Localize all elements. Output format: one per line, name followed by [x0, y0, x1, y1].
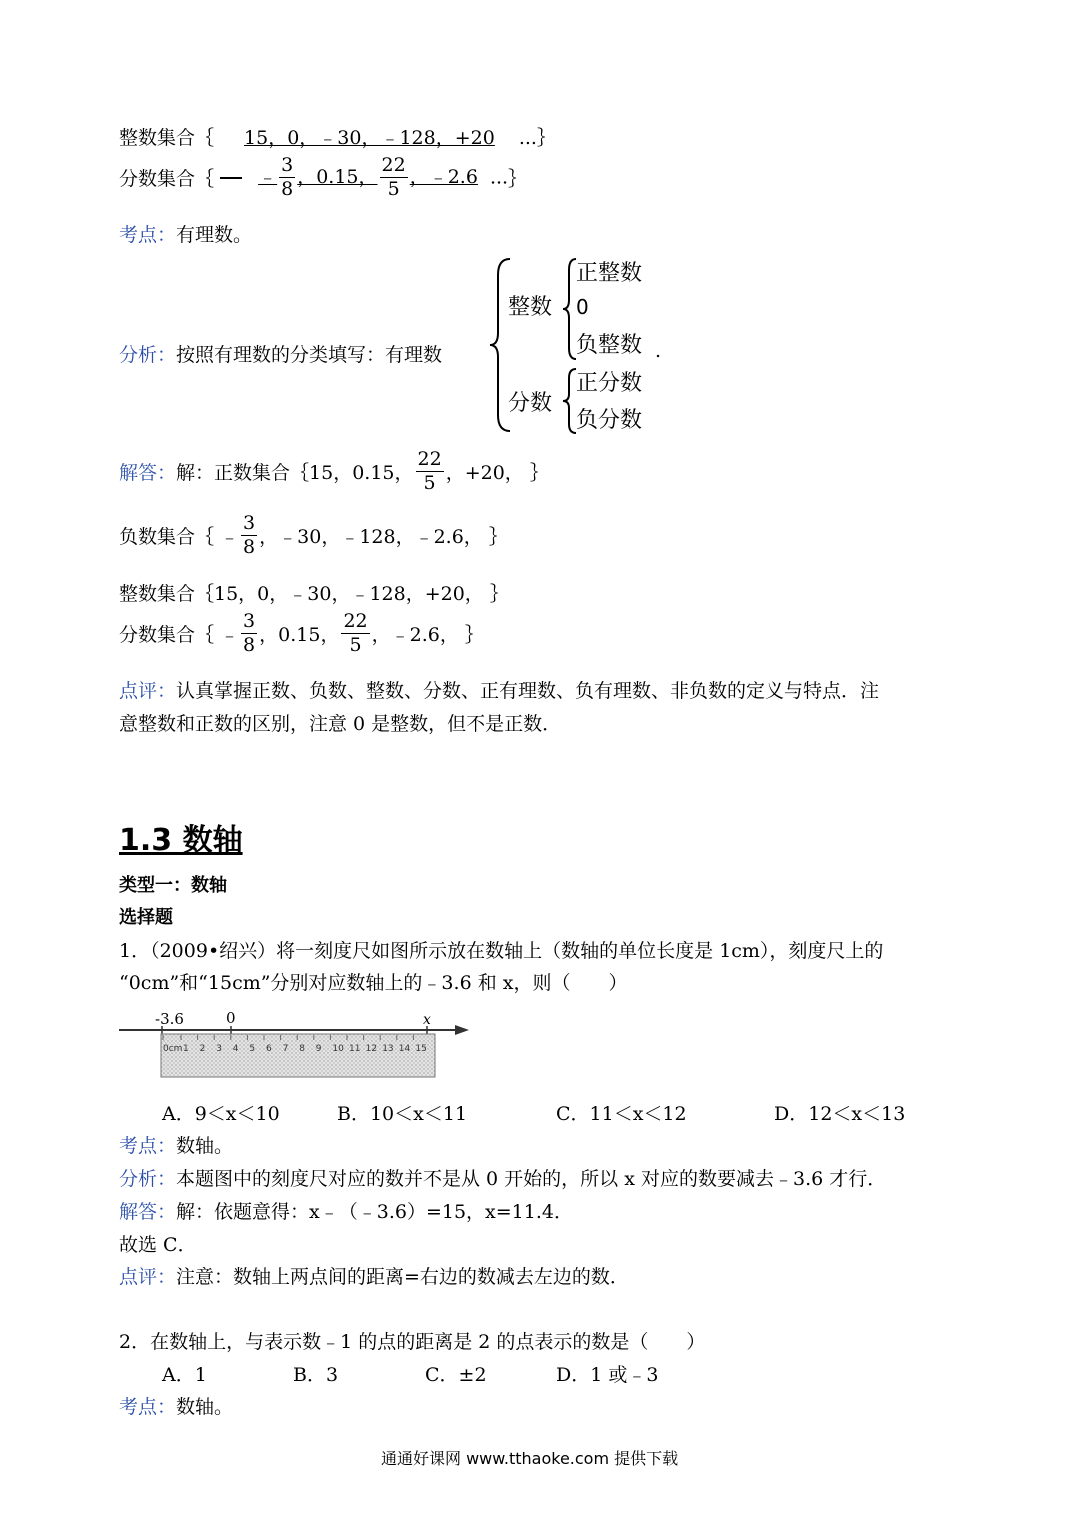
fraction-3-8: $\frac{3}{8}$ — [243, 610, 256, 656]
ruler-label-x: x — [423, 1012, 431, 1028]
kaodian-1: 考点：有理数。 — [119, 224, 253, 246]
label-integer: 整数 — [508, 295, 553, 320]
ruler-label-neg: -3.6 — [155, 1010, 184, 1028]
fraction-22-5: $\frac{22}{5}$ — [343, 610, 368, 656]
ruler-tick-label: 5 — [249, 1044, 256, 1054]
ruler-tick-label: 14 — [398, 1044, 411, 1054]
ruler-tick-label: 0cm — [163, 1044, 183, 1054]
ruler-tick-label: 9 — [315, 1044, 322, 1054]
integer-set-line: 整数集合｛ 15，0，﹣30，﹣128，+20 ...｝ — [119, 127, 556, 149]
choice-title: 选择题 — [119, 907, 173, 928]
label-fraction: 分数 — [508, 391, 553, 416]
ruler-label-zero: 0 — [226, 1009, 236, 1027]
kaodian-2: 考点：数轴。 — [119, 1135, 234, 1157]
fraction-set: 分数集合｛ ﹣ $\frac{3}{8}$ ，0.15， $\frac{22}{5}$ ，﹣2.6， ｝ — [119, 610, 484, 656]
ruler-tick-label: 3 — [216, 1044, 222, 1054]
kaodian-3: 考点：数轴。 — [119, 1396, 234, 1418]
jieda-2: 解答：解：依题意得：x﹣（﹣3.6）=15，x=11.4． — [119, 1201, 573, 1223]
ruler-tick-label: 6 — [266, 1044, 272, 1054]
ruler-tick-label: 7 — [282, 1044, 289, 1054]
fenxi-period: . — [655, 340, 662, 362]
label-zero: 0 — [576, 295, 589, 319]
fraction-22-5: $\frac{22}{5}$ — [417, 448, 442, 494]
fraction-22-5: $\frac{22}{5}$ — [381, 154, 406, 200]
ruler-tick-label: 11 — [349, 1044, 361, 1054]
ruler-tick-label: 13 — [382, 1044, 394, 1054]
dianping-1-line2: 意整数和正数的区别，注意 0 是整数，但不是正数． — [119, 713, 562, 735]
label-positive-integer: 正整数 — [576, 261, 643, 286]
question-1-line1: 1．（2009•绍兴）将一刻度尺如图所示放在数轴上（数轴的单位长度是 1cm），刻度尺上的 — [119, 940, 884, 962]
fraction-set-answer: ﹣ $\frac{3}{8}$ ，0.15， $\frac{22}{5}$ ，﹣2.6 — [258, 154, 478, 200]
axis-arrow — [455, 1025, 469, 1035]
label-positive-fraction: 正分数 — [576, 371, 643, 396]
label-negative-fraction: 负分数 — [576, 408, 643, 433]
label-negative-integer: 负整数 — [576, 333, 643, 358]
q2-option-a: A．1 — [162, 1364, 207, 1386]
fraction-3-8: $\frac{3}{8}$ — [281, 154, 294, 200]
integer-set-answer: 15，0，﹣30，﹣128，+20 — [244, 127, 495, 149]
fenxi-2: 分析：本题图中的刻度尺对应的数并不是从 0 开始的，所以 x 对应的数要减去﹣3.6 才行． — [119, 1168, 887, 1190]
option-a: A．9＜x＜10 — [162, 1103, 280, 1125]
q2-option-d: D．1 或﹣3 — [556, 1364, 659, 1386]
jieda-1: 解答：解：正数集合｛15，0.15， $\frac{22}{5}$ ，+20， ｝ — [119, 448, 549, 494]
question-1-line2: “0cm”和“15cm”分别对应数轴上的﹣3.6 和 x，则（ ） — [119, 972, 628, 994]
dianping-2: 点评：注意：数轴上两点间的距离=右边的数减去左边的数． — [119, 1266, 629, 1288]
guxuan: 故选 C． — [119, 1234, 197, 1256]
fenxi-1: 分析：按照有理数的分类填写：有理数 — [119, 344, 443, 366]
option-b: B．10＜x＜11 — [337, 1103, 468, 1125]
type-title: 类型一：数轴 — [119, 875, 227, 896]
fraction-set-line: 分数集合｛ ﹣ $\frac{3}{8}$ ，0.15， $\frac{22}{5}$ ，﹣2.6 ...｝ — [119, 154, 528, 200]
ruler-body — [161, 1034, 435, 1077]
ruler-tick-label: 1 — [183, 1044, 189, 1054]
q2-option-b: B．3 — [293, 1364, 339, 1386]
ruler-figure — [119, 1008, 471, 1080]
negative-set: 负数集合｛ ﹣ $\frac{3}{8}$ ，﹣30，﹣128，﹣2.6， ｝ — [119, 512, 508, 558]
option-d: D．12＜x＜13 — [774, 1103, 906, 1125]
integer-set: 整数集合｛15，0，﹣30，﹣128，+20， ｝ — [119, 583, 509, 605]
fraction-3-8: $\frac{3}{8}$ — [243, 512, 256, 558]
dianping-1-line1: 点评：认真掌握正数、负数、整数、分数、正有理数、负有理数、非负数的定义与特点．注 — [119, 680, 880, 702]
ruler-tick-label: 2 — [199, 1044, 206, 1054]
ruler-tick-label: 10 — [332, 1044, 344, 1054]
ruler-tick-label: 15 — [415, 1044, 427, 1054]
section-title: 1.3 数轴 — [119, 823, 243, 858]
ruler-tick-label: 12 — [365, 1044, 378, 1054]
question-2: 2．在数轴上，与表示数﹣1 的点的距离是 2 的点表示的数是（ ） — [119, 1331, 706, 1353]
blank-line — [220, 177, 242, 179]
footer: 通通好课网 www.tthaoke.com 提供下载 — [381, 1449, 679, 1468]
ruler-tick-label: 4 — [232, 1044, 239, 1054]
option-c: C．11＜x＜12 — [556, 1103, 687, 1125]
ruler-tick-label: 8 — [299, 1044, 305, 1054]
q2-option-c: C．±2 — [425, 1364, 487, 1386]
